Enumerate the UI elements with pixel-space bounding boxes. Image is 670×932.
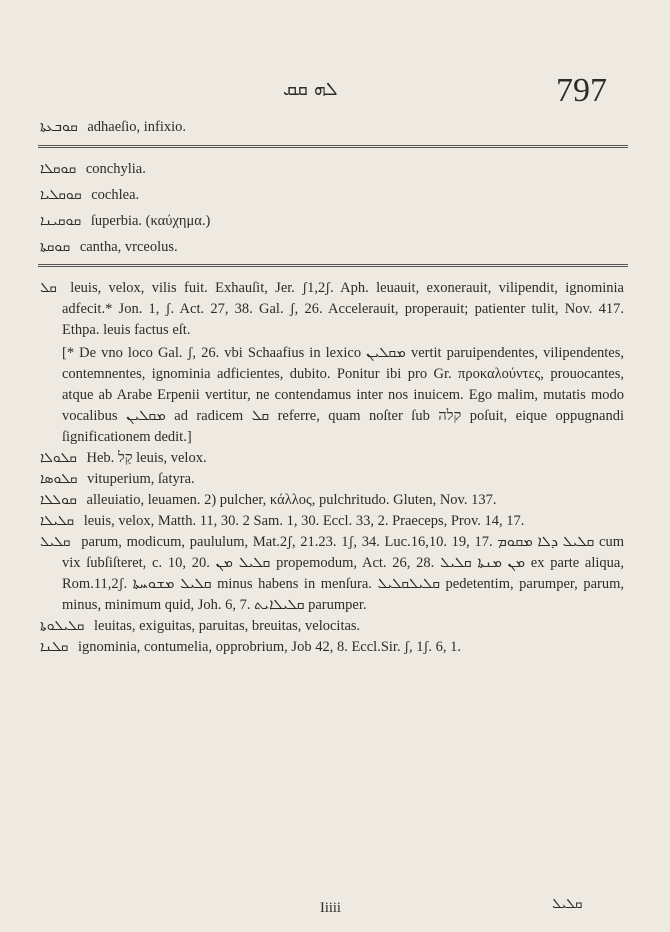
- short-entry: [40, 186, 139, 204]
- latin-gloss: adhaeſio, infixio.: [87, 119, 187, 135]
- divider-rule: [38, 264, 628, 267]
- entry-text: ignominia, contumelia, opprobrium, Job 42, 8. Eccl.Sir. ʃ, 1ʃ. 6, 1.: [78, 639, 461, 655]
- dictionary-entry: [40, 278, 624, 341]
- syriac-headword: ܩܠܝܠܘܬܐ: [40, 618, 85, 634]
- entry-list: [40, 278, 624, 658]
- divider-rule: [38, 145, 628, 148]
- dictionary-entry: [40, 490, 624, 511]
- dictionary-entry: [40, 532, 624, 616]
- entry-text: Heb. קַל leuis, velox.: [86, 450, 207, 466]
- syriac-headword: ܩܠܝܠ: [40, 534, 71, 550]
- latin-gloss: conchylia.: [85, 161, 146, 177]
- entry-text: parum, modicum, paululum, Mat.2ʃ, 21.23. 1ʃ, 34. Luc.16,10. 19, 17. ܩܠܝܠ ܕܠܐ ܡܩܘܡ cum vix ſubſiſteret, c. 10, 20. ܩܠܝܠ ܡܢ propemodum, Act. 26, 28. ܡܢ ܡܢܬܐ ܩܠܝܠ ex parte aliqua, Rom.11,2ʃ. ܩܠܝܠ ܡܫܘܚܬܐ minus habens in menſura. ܩܠܝܠܩܠܝܠ pedetentim, parumper, parum, minus, minimum quid, Joh. 6, 7. ܩܠܝܠܐܝܬ parumper.: [62, 534, 625, 613]
- entry-text: leuis, velox, Matth. 11, 30. 2 Sam. 1, 30. Eccl. 33, 2. Praeceps, Prov. 14, 17.: [83, 513, 525, 529]
- latin-gloss: cantha, vrceolus.: [79, 239, 178, 255]
- dictionary-entry: [40, 448, 624, 469]
- entry-text: vituperium, ſatyra.: [87, 471, 195, 487]
- latin-gloss: ſuperbia. (καύχημα.): [90, 213, 211, 229]
- syriac-headword: ܩܠܢܐ: [40, 639, 69, 655]
- syriac-headword: ܩܠ: [40, 280, 57, 296]
- dictionary-note: [40, 343, 624, 448]
- syriac-headword: ܩܠܝܠܐ: [40, 513, 75, 529]
- catchword: ܩܠܝܠ: [552, 896, 583, 912]
- syriac-headword: ܩܘܒܥܬܐ: [40, 119, 78, 135]
- dictionary-entry: [40, 469, 624, 490]
- latin-gloss: cochlea.: [91, 187, 140, 203]
- signature-mark: Iiiii: [320, 900, 341, 916]
- syriac-headword: ܩܠܘܣܐ: [40, 471, 78, 487]
- entry-text: [* De vno loco Gal. ʃ, 26. vbi Schaafius in lexico ܡܩܠܝܢ vertit paruipendentes, vilipendentes, contemnentes, ignominia adficientes, dubito. Ponitur ibi pro Gr. προκαλούντες, prouocantes, atque ab Arabe Erpenii vertitur, ne contendamus inter nos inuicem. Ego malim, mutatis modo vocalibus ܡܩܠܝܢ ad radicem ܩܠ referre, quam noſter ſub קלה poſuit, eique oppugnandi ſignificationem dedit.]: [62, 345, 625, 445]
- dictionary-entry: [40, 511, 624, 532]
- entry-text: alleuiatio, leuamen. 2) pulcher, κάλλος, pulchritudo. Gluten, Nov. 137.: [86, 492, 497, 508]
- entry-text: leuis, velox, vilis fuit. Exhauſit, Jer. ʃ1,2ʃ. Aph. leuauit, exonerauit, vilipendit, ignominia adfecit.* Jon. 1, ʃ. Act. 27, 38. Gal. ʃ, 26. Accelerauit, properauit; patienter tulit, Nov. 417. Ethpa. leuis factus eſt.: [62, 280, 624, 338]
- short-entry: [40, 238, 178, 256]
- syriac-headword: ܩܘܩܠܐ: [40, 161, 77, 177]
- syriac-headword: ܩܘܩܝܢܐ: [40, 213, 82, 229]
- short-entry: [40, 212, 210, 230]
- running-head-syriac: ܠܗ ܩܩ: [283, 78, 338, 100]
- dictionary-entry: [40, 637, 624, 658]
- syriac-headword: ܩܠܘܠܐ: [40, 450, 77, 466]
- dictionary-entry: [40, 616, 624, 637]
- syriac-headword: ܩܘܩܠܝܐ: [40, 187, 82, 203]
- entry-text: leuitas, exiguitas, paruitas, breuitas, velocitas.: [94, 618, 361, 634]
- syriac-headword: ܩܘܩܬܐ: [40, 239, 71, 255]
- short-entry: [40, 118, 186, 136]
- short-entry: [40, 160, 146, 178]
- syriac-headword: ܩܘܠܠܐ: [40, 492, 77, 508]
- page-number: 797: [556, 72, 607, 109]
